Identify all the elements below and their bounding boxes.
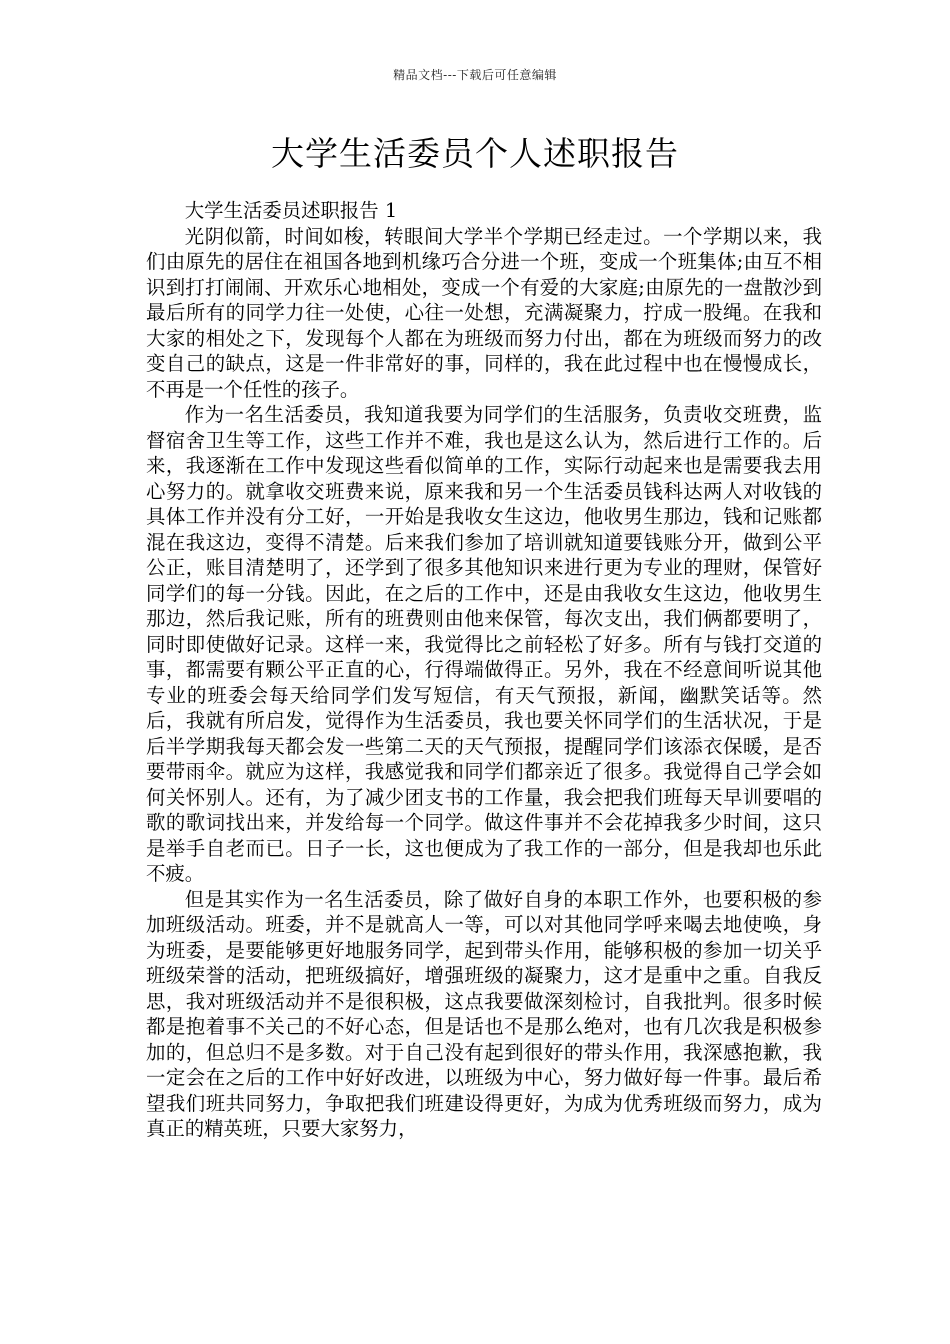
section-heading: 大学生活委员述职报告 1	[184, 199, 398, 222]
document-body	[146, 198, 822, 1142]
paragraph-1: 光阴似箭，时间如梭，转眼间大学半个学期已经走过。一个学期以来，我们由原先的居住在祖国各地到机缘巧合分进一个班，变成一个班集体;由互不相识到打打闹闹、开欢乐心地相处，变成一个有爱的大家庭;由原先的一盘散沙到最后所有的同学力往一处使，心往一处想，充满凝聚力，拧成一股绳。在我和大家的相处之下，发现每个人都在为班级而努力付出，都在为班级而努力的改变自己的缺点，这是一件非常好的事，同样的，我在此过程中也在慢慢成长，不再是一个任性的孩子。	[146, 224, 822, 401]
paragraph-2: 作为一名生活委员，我知道我要为同学们的生活服务，负责收交班费，监督宿舍卫生等工作，这些工作并不难，我也是这么认为，然后进行工作的。后来，我逐渐在工作中发现这些看似简单的工作，实际行动起来也是需要我去用心努力的。就拿收交班费来说，原来我和另一个生活委员钱科达两人对收钱的具体工作并没有分工好，一开始是我收女生这边，他收男生那边，钱和记账都混在我这边，变得不清楚。后来我们参加了培训就知道要钱账分开，做到公平公正，账目清楚明了，还学到了很多其他知识来进行更为专业的理财，保管好同学们的每一分钱。因此，在之后的工作中，还是由我收女生这边，他收男生那边，然后我记账，所有的班费则由他来保管，每次支出，我们俩都要明了，同时即使做好记录。这样一来，我觉得比之前轻松了好多。所有与钱打交道的事，都需要有颗公平正直的心，行得端做得正。另外，我在不经意间听说其他专业的班委会每天给同学们发写短信，有天气预报，新闻，幽默笑话等。然后，我就有所启发，觉得作为生活委员，我也要关怀同学们的生活状况，于是后半学期我每天都会发一些第二天的天气预报，提醒同学们该添衣保暖，是否要带雨伞。就应为这样，我感觉我和同学们都亲近了很多。我觉得自己学会如何关怀别人。还有，为了减少团支书的工作量，我会把我们班每天早训要唱的歌的歌词找出来，并发给每一个同学。做这件事并不会花掉我多少时间，这只是举手自老而已。日子一长，这也便成为了我工作的一部分，但是我却也乐此不疲。	[146, 403, 822, 885]
document-title: 大学生活委员个人述职报告	[271, 134, 679, 173]
header-note: 精品文档---下载后可任意编辑	[393, 68, 557, 82]
paragraph-3: 但是其实作为一名生活委员，除了做好自身的本职工作外，也要积极的参加班级活动。班委，并不是就高人一等，可以对其他同学呼来喝去地使唤，身为班委，是要能够更好地服务同学，起到带头作用，能够积极的参加一切关乎班级荣誉的活动，把班级搞好，增强班级的凝聚力，这才是重中之重。自我反思，我对班级活动并不是很积极，这点我要做深刻检讨，自我批判。很多时候都是抱着事不关己的不好心态，但是话也不是那么绝对，也有几次我是积极参加的，但总归不是多数。对于自己没有起到很好的带头作用，我深感抱歉，我一定会在之后的工作中好好改进，以班级为中心，努力做好每一件事。最后希望我们班共同努力，争取把我们班建设得更好，为成为优秀班级而努力，成为真正的精英班，只要大家努力，	[146, 887, 822, 1140]
